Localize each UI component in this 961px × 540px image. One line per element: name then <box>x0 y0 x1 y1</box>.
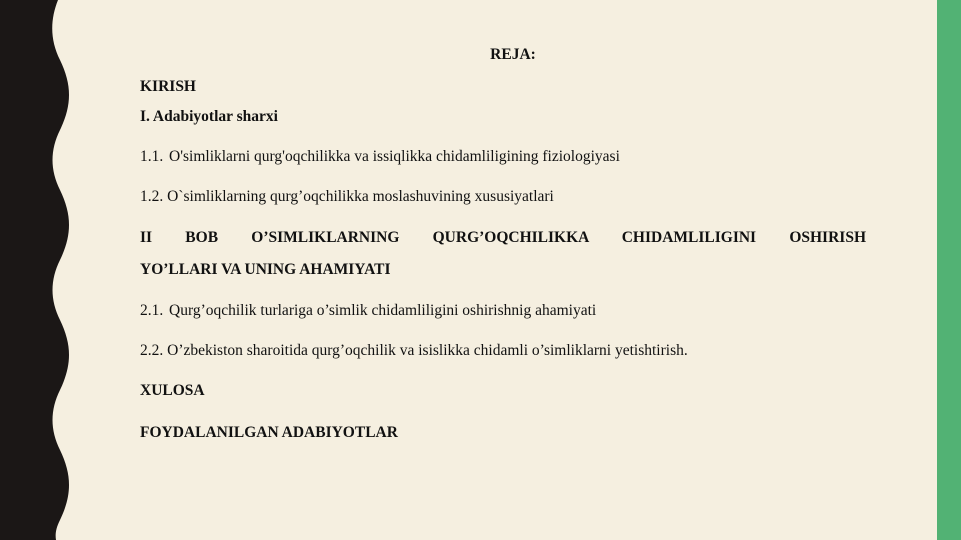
outline-item-text: O'simliklarni qurg'oqchilikka va issiqlikka chidamliligining fiziologiyasi <box>169 148 620 165</box>
chapter1-heading: I. Adabiyotlar sharxi <box>140 108 278 125</box>
outline-item-text: Qurg’oqchilik turlariga o’simlik chidamliligini oshirishnig ahamiyati <box>169 302 597 319</box>
outline-item-number: 2.2. <box>140 342 164 359</box>
outline-item-number: 1.2. <box>140 188 164 205</box>
references-heading: FOYDALANILGAN ADABIYOTLAR <box>140 424 398 441</box>
accent-strip <box>937 0 961 540</box>
outline-item <box>140 341 688 361</box>
outline-item-text: O’zbekiston sharoitida qurg’oqchilik va isislikka chidamli o’simliklarni yetishtirish. <box>163 342 688 359</box>
page-title: REJA: <box>490 46 536 63</box>
outline-item <box>140 147 620 167</box>
outline-item-text: O`simliklarning qurg’oqchilikka moslashuvining xususiyatlari <box>163 188 554 205</box>
wavy-decorative-band <box>0 0 80 540</box>
intro-heading: KIRISH <box>140 78 196 95</box>
outline-item <box>140 301 596 321</box>
chapter2-heading-line2: YO’LLARI VA UNING AHAMIYATI <box>140 261 391 278</box>
plan-content <box>140 0 866 540</box>
chapter2-heading-line1: II BOB O’SIMLIKLARNING QURG’OQCHILIKKA CHIDAMLILIGINI OSHIRISH <box>140 229 866 246</box>
outline-item-number: 1.1. <box>140 148 164 165</box>
outline-item-number: 2.1. <box>140 302 164 319</box>
conclusion-heading: XULOSA <box>140 382 205 399</box>
outline-item <box>140 187 554 207</box>
